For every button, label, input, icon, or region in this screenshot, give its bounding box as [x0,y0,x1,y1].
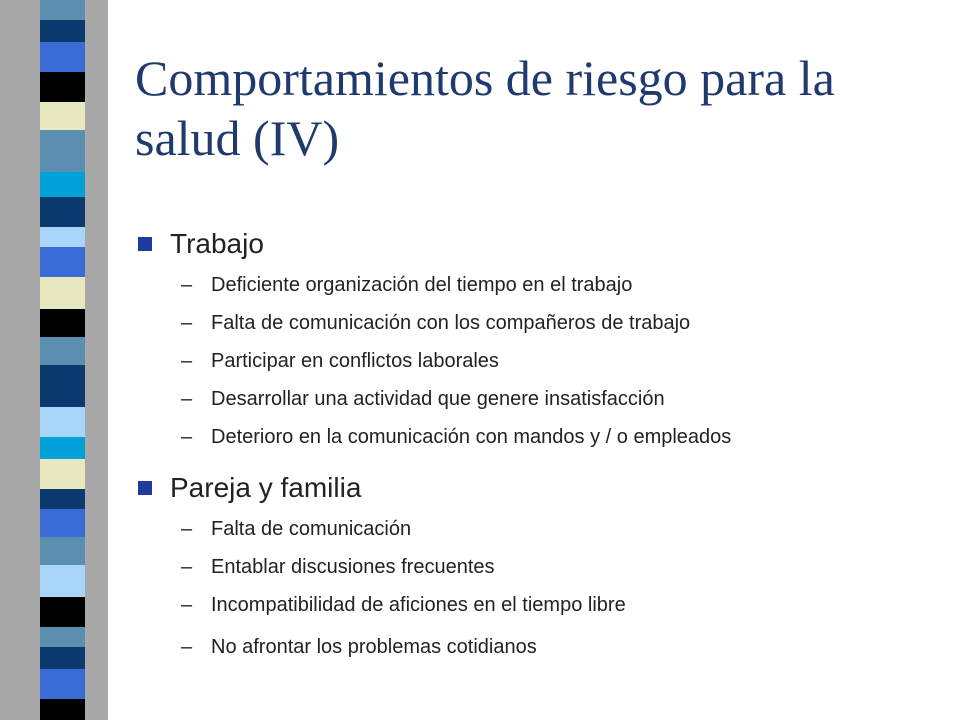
decorative-stripe [40,647,85,669]
decorative-stripe [40,227,85,247]
list-item [135,418,935,456]
decorative-stripe [40,172,85,197]
slide-content [135,222,935,676]
dash-glyph: – [181,425,193,448]
list-item [135,342,935,380]
list-item-text: Falta de comunicación con los compañeros de trabajo [211,311,691,334]
decorative-stripe [40,565,85,597]
square-bullet-icon [138,237,152,251]
decorative-stripe [40,72,85,102]
decorative-stripe [40,0,85,20]
decorative-stripe [40,247,85,277]
dash-glyph: – [181,311,193,334]
decorative-stripe [40,437,85,459]
decorative-stripe [40,309,85,337]
decorative-stripe [40,509,85,537]
dash-glyph: – [181,349,193,372]
list-item [135,548,935,586]
decorative-stripe [40,337,85,365]
decorative-stripe [40,669,85,699]
sub-list [135,266,935,456]
bullet-row [135,466,935,510]
dash-glyph: – [181,273,193,296]
list-item [135,586,935,624]
slide-title: Comportamientos de riesgo para la salud (IV) [135,50,835,166]
list-item [135,304,935,342]
decorative-stripe [40,277,85,309]
list-item [135,628,935,666]
decorative-stripe [40,489,85,509]
list-item [135,266,935,304]
bullet-row [135,222,935,266]
square-bullet-icon [138,481,152,495]
dash-glyph: – [181,387,193,410]
decorative-stripe [40,197,85,227]
decorative-stripe [40,130,85,172]
dash-glyph: – [181,555,193,578]
list-item-text: Entablar discusiones frecuentes [211,555,495,578]
dash-glyph: – [181,635,193,658]
section-label: Pareja y familia [170,472,362,503]
left-stripe-pattern [40,0,85,720]
decorative-stripe [40,537,85,565]
sub-list [135,510,935,666]
decorative-stripe [40,459,85,489]
decorative-stripe [40,627,85,647]
decorative-stripe [40,20,85,42]
dash-glyph: – [181,593,193,616]
list-item [135,510,935,548]
left-decorative-band [0,0,108,720]
section-label: Trabajo [170,228,264,259]
decorative-stripe [40,699,85,720]
decorative-stripe [40,365,85,407]
decorative-stripe [40,597,85,627]
list-item-text: Deficiente organización del tiempo en el trabajo [211,273,633,296]
section-pareja-y-familia [135,466,935,666]
list-item [135,380,935,418]
list-item-text: No afrontar los problemas cotidianos [211,635,537,658]
decorative-stripe [40,42,85,72]
list-item-text: Participar en conflictos laborales [211,349,499,372]
dash-glyph: – [181,517,193,540]
decorative-stripe [40,407,85,437]
list-item-text: Incompatibilidad de aficiones en el tiempo libre [211,593,626,616]
decorative-stripe [40,102,85,130]
list-item-text: Desarrollar una actividad que genere insatisfacción [211,387,665,410]
list-item-text: Deterioro en la comunicación con mandos y / o empleados [211,425,732,448]
section-trabajo [135,222,935,456]
list-item-text: Falta de comunicación [211,517,412,540]
